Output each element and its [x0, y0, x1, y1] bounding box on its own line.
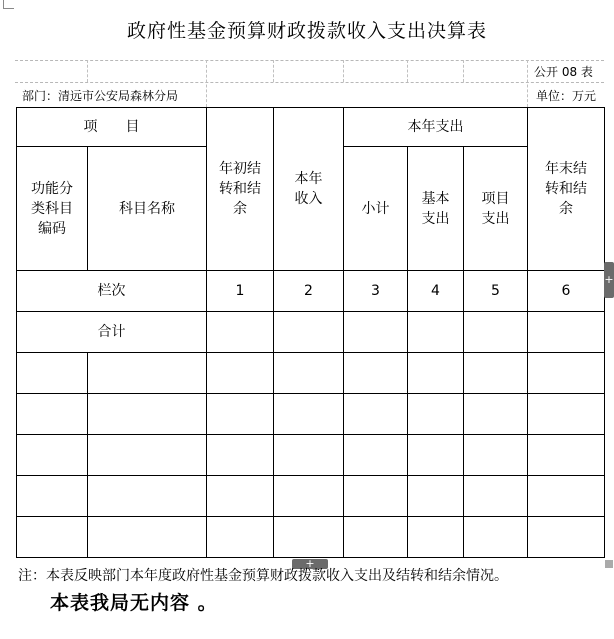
department-label: 部门：清远市公安局森林分局: [22, 89, 179, 103]
form-code: 公开 08 表: [534, 65, 593, 79]
header-subject-name: 科目名称: [88, 147, 207, 271]
column-number: 1: [207, 271, 274, 312]
table-cell: [344, 312, 408, 353]
table-row: [17, 517, 605, 558]
grid-line: [463, 60, 464, 82]
header-basic: 基本支出: [408, 147, 464, 271]
no-content-notice: 本表我局无内容 。: [50, 592, 218, 614]
header-project: 项目支出: [464, 147, 528, 271]
grid-line: [15, 60, 604, 61]
header-item: 项 目: [17, 108, 207, 147]
unit-label: 单位：万元: [536, 89, 597, 103]
header-expenditure: 本年支出: [344, 108, 528, 147]
column-row-label: 栏次: [17, 271, 207, 312]
table-cell: [207, 312, 274, 353]
grid-line: [206, 60, 207, 107]
column-number: 3: [344, 271, 408, 312]
header-function-code: 功能分类科目编码: [17, 147, 88, 271]
table-cell: [464, 312, 528, 353]
grid-line: [527, 60, 528, 107]
grid-line: [87, 60, 88, 82]
table-cell: [528, 312, 605, 353]
header-income: 本年收入: [274, 108, 344, 271]
table-cell: [274, 312, 344, 353]
plus-icon[interactable]: +: [604, 262, 614, 298]
table-cell: [408, 312, 464, 353]
page-title: 政府性基金预算财政拨款收入支出决算表: [126, 20, 487, 42]
budget-table: [16, 107, 605, 558]
table-row: [17, 394, 605, 435]
column-number: 5: [464, 271, 528, 312]
grid-line: [343, 60, 344, 82]
column-number: 6: [528, 271, 605, 312]
table-row: [17, 353, 605, 394]
header-begin-balance: 年初结转和结余: [207, 108, 274, 271]
resize-handle[interactable]: [605, 560, 613, 568]
header-end-balance: 年末结转和结余: [528, 108, 605, 271]
column-number: 2: [274, 271, 344, 312]
plus-icon[interactable]: +: [292, 559, 328, 569]
column-number: 4: [408, 271, 464, 312]
total-label: 合计: [17, 312, 207, 353]
grid-line: [15, 82, 604, 83]
table-row: [17, 476, 605, 517]
table-row: [17, 435, 605, 476]
corner-mark: [3, 0, 14, 9]
header-subtotal: 小计: [344, 147, 408, 271]
grid-line: [407, 60, 408, 82]
grid-line: [273, 60, 274, 82]
footnote: 注：本表反映部门本年度政府性基金预算财政拨款收入支出及结转和结余情况。: [18, 568, 508, 584]
